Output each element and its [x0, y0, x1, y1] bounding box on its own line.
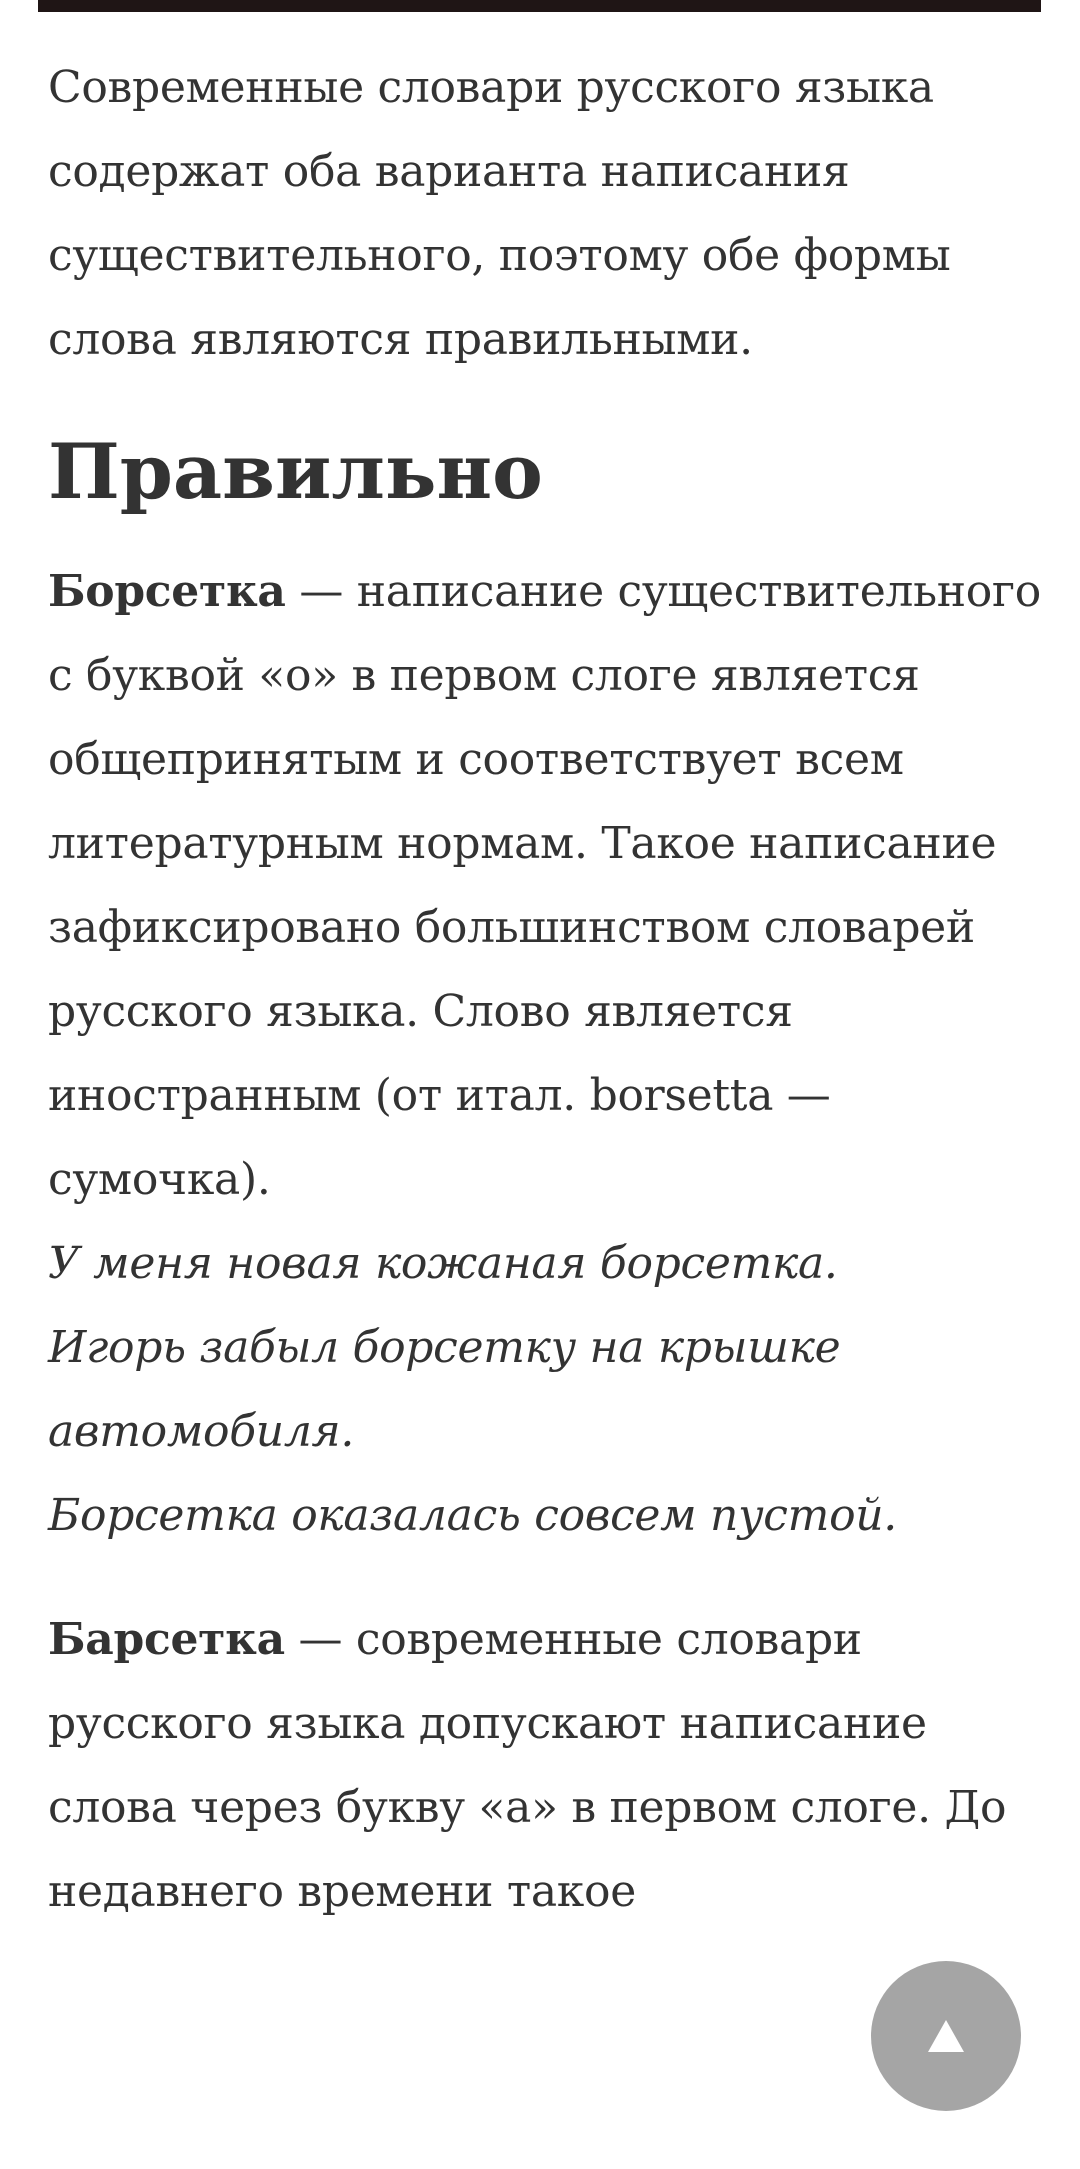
alternative-term: Барсетка	[48, 1614, 285, 1665]
examples-list	[48, 1222, 1048, 1558]
example-sentence: У меня новая кожаная борсетка.	[48, 1238, 838, 1289]
article-content	[48, 46, 1048, 1934]
intro-paragraph: Современные словари русского языка содержат оба варианта написания существительного, поэтому обе формы слова являются правильными.	[48, 62, 951, 365]
arrow-up-icon	[926, 2018, 966, 2054]
example-sentence: Игорь забыл борсетку на крышке автомобиля.	[48, 1322, 841, 1457]
header-bar	[38, 0, 1041, 12]
alternative-definition	[48, 1598, 1048, 1934]
correct-definition	[48, 550, 1048, 1222]
correct-term: Борсетка	[48, 566, 286, 617]
correct-description: — написание существительного с буквой «о» в первом слоге является общепринятым и соответствует всем литературным нормам. Такое написание зафиксировано большинством словарей русского языка. Слово является иностранным (от итал. borsetta — сумочка).	[48, 566, 1041, 1205]
section-heading: Правильно	[48, 427, 543, 516]
scroll-to-top-button[interactable]	[871, 1961, 1021, 2111]
example-sentence: Борсетка оказалась совсем пустой.	[48, 1490, 897, 1541]
alternative-description: — современные словари русского языка допускают написание слова через букву «а» в первом слоге. До недавнего времени такое	[48, 1614, 1007, 1917]
